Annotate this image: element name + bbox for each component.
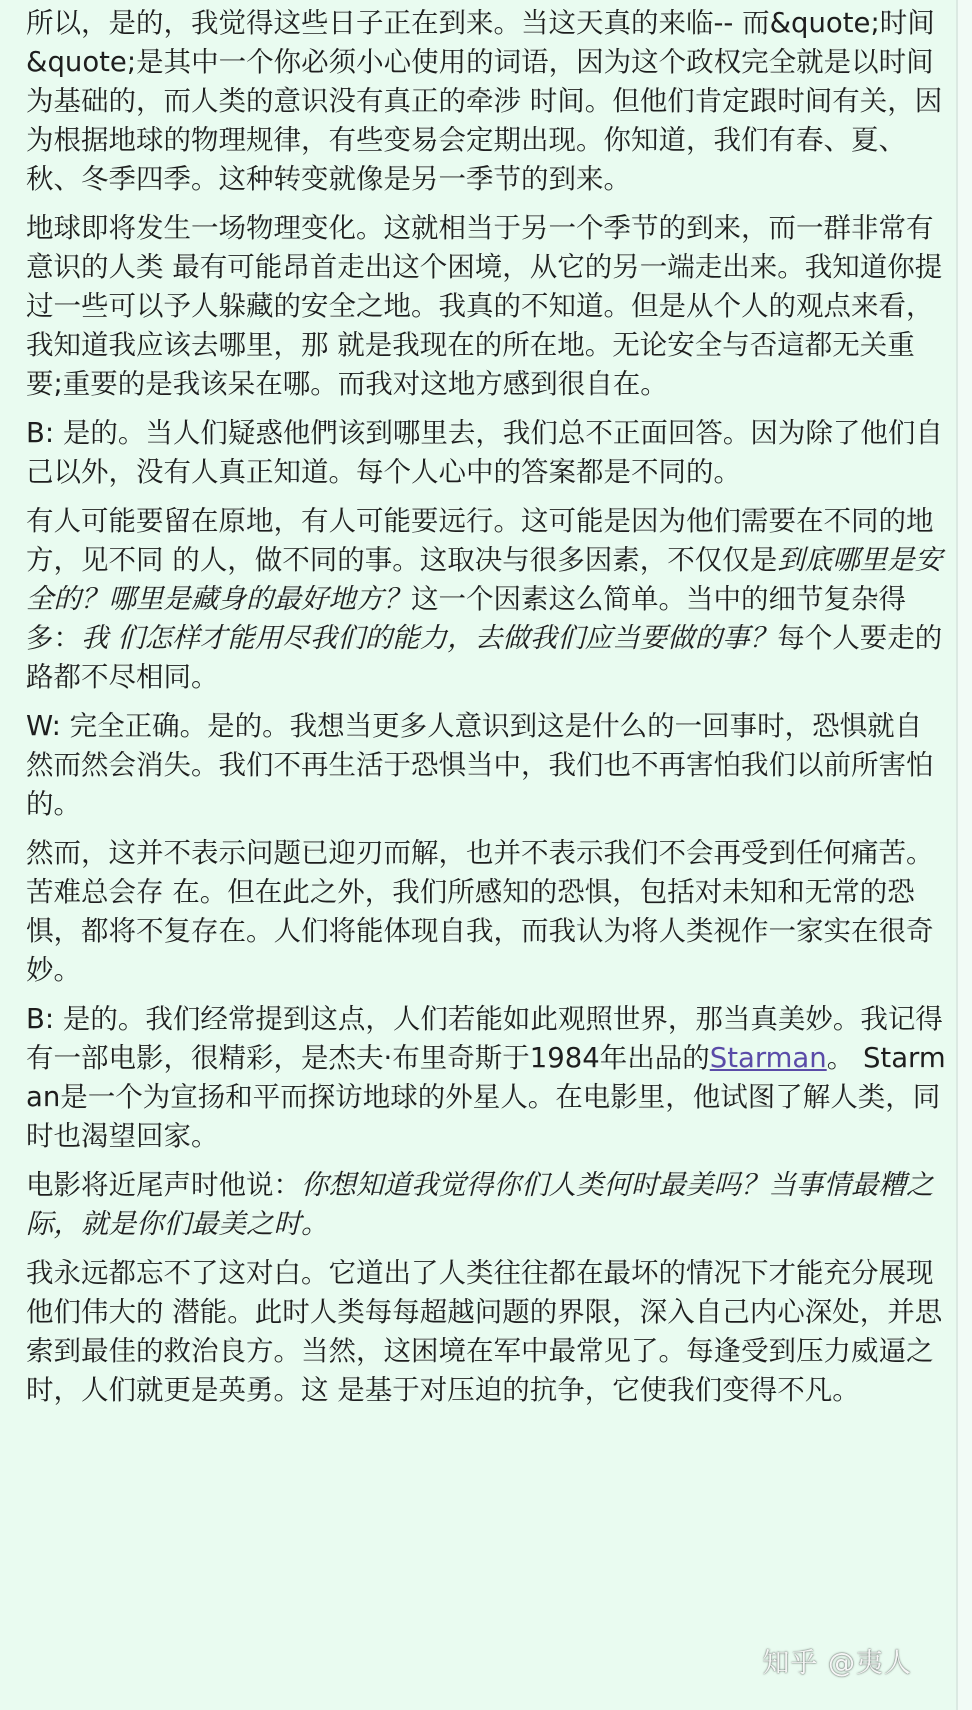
text-segment: 这一个因素这么简单。当中的细节复杂得多： <box>26 583 906 654</box>
text-segment: W: 完全正确。是的。我想当更多人意识到这是什么的一回事时，恐惧就自然而然会消失。我们不再生活于恐惧当中，我们也不再害怕我们以前所害怕的。 <box>26 710 934 820</box>
paragraph <box>26 834 946 990</box>
article-body <box>26 4 946 1410</box>
paragraph <box>26 707 946 824</box>
text-segment: 电影将近尾声时他说： <box>26 1169 301 1201</box>
text-segment: B: 是的。我们经常提到这点，人们若能如此观照世界，那当真美妙。我记得有一部电影，很精彩，是杰夫·布里奇斯于1984年出品的 <box>26 1003 943 1074</box>
text-segment: 我永远都忘不了这对白。它道出了人类往往都在最坏的情况下才能充分展现他们伟大的 潜能。此时人类每每超越问题的界限，深入自己内心深处，并思索到最佳的救治良方。当然，这困境在军中最常见了。每逢受到压力威逼之时，人们就更是英勇。这 是基于对压迫的抗争，它使我们变得不凡。 <box>26 1257 943 1406</box>
text-segment: 所以，是的，我觉得这些日子正在到来。当这天真的来临-- 而&quote;时间&quote;是其中一个你必须小心使用的词语，因为这个政权完全就是以时间为基础的，而人类的意识没有真正的牵涉 时间。但他们肯定跟时间有关，因为根据地球的物理规律，有些变易会定期出现。你知道，我们有春、夏、秋、冬季四季。这种转变就像是另一季节的到来。 <box>26 7 943 195</box>
italic-quote: 你想知道我觉得你们人类何时最美吗？当事情最糟之 际，就是你们最美之时。 <box>26 1169 934 1240</box>
text-segment: B: 是的。当人们疑惑他們该到哪里去，我们总不正面回答。因为除了他们自己以外，没有人真正知道。每个人心中的答案都是不同的。 <box>26 417 943 488</box>
paragraph <box>26 1166 946 1244</box>
italic-quote: 我 们怎样才能用尽我们的能力，去做我们应当要做的事？ <box>81 622 778 654</box>
italic-quote: 到底哪里是安全的？哪里是藏身的最好地方？ <box>26 544 943 615</box>
text-segment: 有人可能要留在原地，有人可能要远行。这可能是因为他们需要在不同的地方，见不同 的人，做不同的事。这取决与很多因素，不仅仅是 <box>26 505 934 576</box>
text-segment: 地球即将发生一场物理变化。这就相当于另一个季节的到来，而一群非常有意识的人类 最有可能昂首走出这个困境，从它的另一端走出来。我知道你提过一些可以予人躲藏的安全之地。我真的不知道。但是从个人的观点来看，我知道我应该去哪里，那 就是我现在的所在地。无论安全与否這都无关重要;重要的是我该呆在哪。而我对这地方感到很自在。 <box>26 212 943 400</box>
text-segment: 然而，这并不表示问题已迎刃而解，也并不表示我们不会再受到任何痛苦。苦难总会存 在。但在此之外，我们所感知的恐惧，包括对未知和无常的恐惧，都将不复存在。人们将能体现自我，而我认为将人类视作一家实在很奇妙。 <box>26 837 934 986</box>
text-segment: 每个人要走的路都不尽相同。 <box>26 622 943 693</box>
paragraph <box>26 414 946 492</box>
paragraph <box>26 1000 946 1156</box>
zhihu-watermark: 知乎 @夷人 <box>762 1648 912 1679</box>
paragraph <box>26 4 946 199</box>
paragraph <box>26 502 946 697</box>
paragraph <box>26 1254 946 1410</box>
paragraph <box>26 209 946 404</box>
text-segment: 。 Starman是一个为宣扬和平而探访地球的外星人。在电影里，他试图了解人类，同时也渴望回家。 <box>26 1042 946 1152</box>
starman-link[interactable]: Starman <box>709 1042 827 1074</box>
